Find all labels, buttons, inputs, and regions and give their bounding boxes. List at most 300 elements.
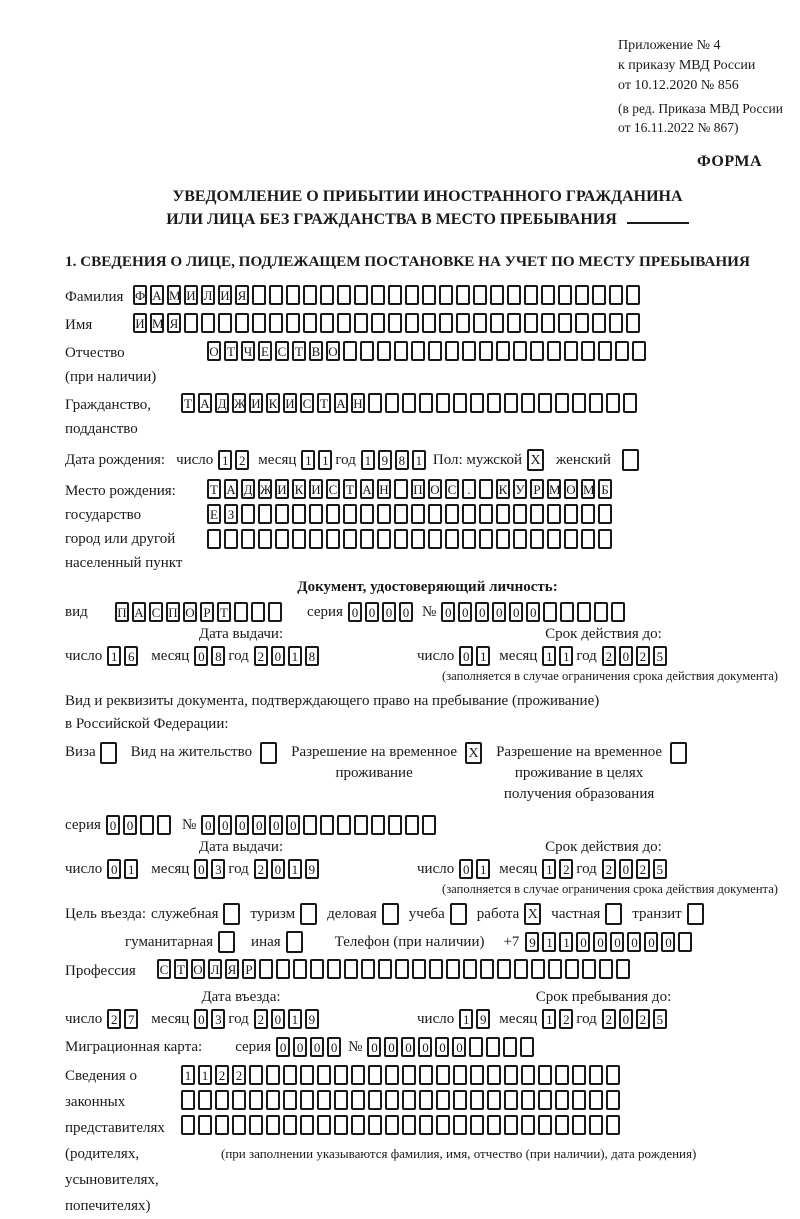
char-box[interactable] <box>507 285 521 305</box>
char-box[interactable]: 0 <box>610 932 624 952</box>
char-box[interactable] <box>181 1115 195 1135</box>
char-box[interactable] <box>377 504 391 524</box>
char-box[interactable]: Т <box>174 959 188 979</box>
char-box[interactable] <box>429 959 443 979</box>
char-box[interactable] <box>572 1115 586 1135</box>
char-box[interactable]: 2 <box>636 1009 650 1029</box>
char-box[interactable]: 3 <box>211 1009 225 1029</box>
char-box[interactable] <box>453 393 467 413</box>
edu-residence-permit-checkbox[interactable] <box>670 742 687 764</box>
char-box[interactable] <box>337 815 351 835</box>
char-box[interactable]: 1 <box>124 859 138 879</box>
char-box[interactable] <box>300 1065 314 1085</box>
purpose-transit-checkbox[interactable] <box>687 903 704 925</box>
char-box[interactable] <box>541 313 555 333</box>
char-box[interactable]: Н <box>377 479 391 499</box>
char-box[interactable] <box>445 341 459 361</box>
char-box[interactable] <box>334 1115 348 1135</box>
char-box[interactable]: 2 <box>636 859 650 879</box>
char-box[interactable] <box>521 393 535 413</box>
char-box[interactable] <box>538 393 552 413</box>
char-box[interactable] <box>368 1090 382 1110</box>
char-box[interactable]: О <box>207 341 221 361</box>
char-box[interactable] <box>411 341 425 361</box>
char-box[interactable]: З <box>224 504 238 524</box>
char-box[interactable] <box>388 313 402 333</box>
char-box[interactable]: В <box>309 341 323 361</box>
char-box[interactable] <box>513 504 527 524</box>
char-box[interactable] <box>293 959 307 979</box>
char-box[interactable]: Т <box>224 341 238 361</box>
char-box[interactable] <box>547 529 561 549</box>
char-box[interactable] <box>184 313 198 333</box>
char-box[interactable]: 0 <box>106 815 120 835</box>
char-box[interactable] <box>317 1065 331 1085</box>
char-box[interactable] <box>201 313 215 333</box>
char-box[interactable]: Я <box>225 959 239 979</box>
char-box[interactable] <box>395 959 409 979</box>
char-box[interactable]: 1 <box>288 646 302 666</box>
char-box[interactable] <box>326 529 340 549</box>
char-box[interactable]: 0 <box>627 932 641 952</box>
char-box[interactable]: 1 <box>288 1009 302 1029</box>
char-box[interactable]: 0 <box>576 932 590 952</box>
char-box[interactable]: О <box>326 341 340 361</box>
char-box[interactable] <box>453 1115 467 1135</box>
purpose-other-checkbox[interactable] <box>286 931 303 953</box>
char-box[interactable]: О <box>428 479 442 499</box>
residence-permit-checkbox[interactable] <box>260 742 277 764</box>
char-box[interactable]: 0 <box>252 815 266 835</box>
char-box[interactable]: 2 <box>107 1009 121 1029</box>
char-box[interactable]: М <box>547 479 561 499</box>
char-box[interactable] <box>422 815 436 835</box>
char-box[interactable]: 2 <box>235 450 249 470</box>
char-box[interactable] <box>422 313 436 333</box>
char-box[interactable] <box>269 285 283 305</box>
char-box[interactable] <box>530 341 544 361</box>
char-box[interactable] <box>598 504 612 524</box>
char-box[interactable] <box>269 313 283 333</box>
char-box[interactable] <box>388 285 402 305</box>
char-box[interactable] <box>470 1090 484 1110</box>
char-box[interactable] <box>592 313 606 333</box>
char-box[interactable] <box>606 1115 620 1135</box>
char-box[interactable] <box>354 815 368 835</box>
char-box[interactable] <box>507 313 521 333</box>
char-box[interactable]: 0 <box>644 932 658 952</box>
char-box[interactable]: М <box>581 479 595 499</box>
char-box[interactable] <box>496 341 510 361</box>
purpose-commercial-checkbox[interactable] <box>382 903 399 925</box>
char-box[interactable] <box>572 1090 586 1110</box>
char-box[interactable] <box>589 1065 603 1085</box>
char-box[interactable] <box>343 341 357 361</box>
char-box[interactable] <box>388 815 402 835</box>
char-box[interactable] <box>609 313 623 333</box>
char-box[interactable]: С <box>300 393 314 413</box>
char-box[interactable] <box>198 1090 212 1110</box>
char-box[interactable]: 7 <box>124 1009 138 1029</box>
char-box[interactable] <box>334 1090 348 1110</box>
char-box[interactable] <box>394 479 408 499</box>
char-box[interactable] <box>377 341 391 361</box>
char-box[interactable] <box>555 393 569 413</box>
char-box[interactable] <box>531 959 545 979</box>
char-box[interactable] <box>259 959 273 979</box>
char-box[interactable] <box>581 341 595 361</box>
char-box[interactable] <box>581 529 595 549</box>
char-box[interactable]: 0 <box>271 646 285 666</box>
char-box[interactable]: 1 <box>301 450 315 470</box>
char-box[interactable]: 1 <box>476 646 490 666</box>
char-box[interactable]: 0 <box>107 859 121 879</box>
char-box[interactable]: 0 <box>593 932 607 952</box>
char-box[interactable] <box>504 1065 518 1085</box>
char-box[interactable]: 0 <box>271 859 285 879</box>
char-box[interactable]: 0 <box>452 1037 466 1057</box>
char-box[interactable]: 6 <box>124 646 138 666</box>
char-box[interactable]: С <box>275 341 289 361</box>
char-box[interactable] <box>419 393 433 413</box>
char-box[interactable] <box>351 1065 365 1085</box>
char-box[interactable]: А <box>360 479 374 499</box>
char-box[interactable]: . <box>462 479 476 499</box>
temp-residence-permit-checkbox[interactable]: X <box>465 742 482 764</box>
char-box[interactable] <box>453 1065 467 1085</box>
char-box[interactable] <box>317 1090 331 1110</box>
char-box[interactable]: Л <box>201 285 215 305</box>
char-box[interactable] <box>530 504 544 524</box>
char-box[interactable] <box>470 1065 484 1085</box>
char-box[interactable] <box>558 313 572 333</box>
char-box[interactable] <box>320 285 334 305</box>
char-box[interactable] <box>521 1115 535 1135</box>
char-box[interactable] <box>555 1065 569 1085</box>
char-box[interactable] <box>385 1090 399 1110</box>
char-box[interactable]: 1 <box>181 1065 195 1085</box>
char-box[interactable] <box>249 1115 263 1135</box>
char-box[interactable]: Л <box>208 959 222 979</box>
char-box[interactable]: 0 <box>399 602 413 622</box>
char-box[interactable]: Е <box>258 341 272 361</box>
char-box[interactable] <box>543 602 557 622</box>
char-box[interactable] <box>609 285 623 305</box>
char-box[interactable] <box>439 285 453 305</box>
char-box[interactable] <box>351 1090 365 1110</box>
char-box[interactable]: 0 <box>459 859 473 879</box>
char-box[interactable]: 0 <box>459 646 473 666</box>
char-box[interactable]: 8 <box>305 646 319 666</box>
char-box[interactable] <box>361 959 375 979</box>
char-box[interactable] <box>538 1090 552 1110</box>
char-box[interactable] <box>445 529 459 549</box>
char-box[interactable] <box>394 504 408 524</box>
char-box[interactable] <box>462 504 476 524</box>
char-box[interactable]: 0 <box>458 602 472 622</box>
char-box[interactable] <box>504 393 518 413</box>
char-box[interactable]: Р <box>242 959 256 979</box>
char-box[interactable]: Ж <box>258 479 272 499</box>
char-box[interactable]: 5 <box>653 1009 667 1029</box>
char-box[interactable]: 0 <box>269 815 283 835</box>
char-box[interactable]: А <box>224 479 238 499</box>
char-box[interactable]: О <box>183 602 197 622</box>
char-box[interactable]: 2 <box>254 859 268 879</box>
char-box[interactable]: Т <box>317 393 331 413</box>
char-box[interactable]: П <box>411 479 425 499</box>
char-box[interactable] <box>541 285 555 305</box>
char-box[interactable]: А <box>150 285 164 305</box>
char-box[interactable] <box>140 815 154 835</box>
char-box[interactable] <box>456 313 470 333</box>
char-box[interactable] <box>232 1090 246 1110</box>
char-box[interactable]: 0 <box>194 646 208 666</box>
char-box[interactable]: 1 <box>476 859 490 879</box>
char-box[interactable]: 0 <box>218 815 232 835</box>
char-box[interactable] <box>606 1065 620 1085</box>
char-box[interactable] <box>486 1037 500 1057</box>
char-box[interactable]: 0 <box>365 602 379 622</box>
char-box[interactable] <box>456 285 470 305</box>
char-box[interactable] <box>419 1115 433 1135</box>
char-box[interactable] <box>473 313 487 333</box>
char-box[interactable] <box>360 504 374 524</box>
char-box[interactable] <box>436 1065 450 1085</box>
char-box[interactable] <box>547 341 561 361</box>
char-box[interactable] <box>394 529 408 549</box>
char-box[interactable] <box>266 1115 280 1135</box>
char-box[interactable] <box>453 1090 467 1110</box>
char-box[interactable] <box>241 529 255 549</box>
char-box[interactable] <box>558 285 572 305</box>
char-box[interactable] <box>405 313 419 333</box>
char-box[interactable] <box>445 504 459 524</box>
char-box[interactable]: 0 <box>235 815 249 835</box>
char-box[interactable] <box>276 959 290 979</box>
char-box[interactable] <box>463 959 477 979</box>
char-box[interactable] <box>411 504 425 524</box>
char-box[interactable] <box>521 1065 535 1085</box>
char-box[interactable] <box>385 1115 399 1135</box>
char-box[interactable] <box>564 529 578 549</box>
purpose-humanitarian-checkbox[interactable] <box>218 931 235 953</box>
char-box[interactable] <box>524 313 538 333</box>
char-box[interactable]: 2 <box>215 1065 229 1085</box>
char-box[interactable]: И <box>133 313 147 333</box>
char-box[interactable] <box>283 1090 297 1110</box>
char-box[interactable] <box>235 313 249 333</box>
char-box[interactable] <box>514 959 528 979</box>
char-box[interactable]: 0 <box>194 1009 208 1029</box>
char-box[interactable] <box>402 1065 416 1085</box>
char-box[interactable]: Д <box>241 479 255 499</box>
char-box[interactable] <box>496 529 510 549</box>
char-box[interactable] <box>266 1065 280 1085</box>
char-box[interactable] <box>462 529 476 549</box>
purpose-work-checkbox[interactable]: X <box>524 903 541 925</box>
char-box[interactable] <box>394 341 408 361</box>
char-box[interactable]: 0 <box>619 646 633 666</box>
char-box[interactable] <box>575 285 589 305</box>
char-box[interactable]: С <box>157 959 171 979</box>
char-box[interactable]: Я <box>235 285 249 305</box>
char-box[interactable] <box>504 1090 518 1110</box>
char-box[interactable] <box>344 959 358 979</box>
char-box[interactable]: Р <box>200 602 214 622</box>
char-box[interactable]: 5 <box>653 859 667 879</box>
char-box[interactable] <box>252 285 266 305</box>
char-box[interactable] <box>327 959 341 979</box>
char-box[interactable] <box>181 1090 195 1110</box>
char-box[interactable] <box>487 1115 501 1135</box>
char-box[interactable] <box>343 504 357 524</box>
char-box[interactable] <box>487 393 501 413</box>
char-box[interactable] <box>303 313 317 333</box>
char-box[interactable] <box>157 815 171 835</box>
char-box[interactable] <box>504 1115 518 1135</box>
char-box[interactable]: 0 <box>276 1037 290 1057</box>
char-box[interactable] <box>337 285 351 305</box>
char-box[interactable] <box>490 313 504 333</box>
char-box[interactable]: 0 <box>492 602 506 622</box>
char-box[interactable]: С <box>326 479 340 499</box>
sex-female-checkbox[interactable] <box>622 449 639 471</box>
char-box[interactable]: 0 <box>382 602 396 622</box>
char-box[interactable]: 3 <box>211 859 225 879</box>
char-box[interactable]: 0 <box>286 815 300 835</box>
char-box[interactable]: И <box>218 285 232 305</box>
char-box[interactable] <box>303 285 317 305</box>
char-box[interactable] <box>565 959 579 979</box>
char-box[interactable]: 0 <box>194 859 208 879</box>
char-box[interactable] <box>469 1037 483 1057</box>
char-box[interactable] <box>436 393 450 413</box>
char-box[interactable] <box>215 1115 229 1135</box>
char-box[interactable] <box>564 341 578 361</box>
char-box[interactable] <box>283 1115 297 1135</box>
char-box[interactable] <box>606 1090 620 1110</box>
char-box[interactable] <box>385 393 399 413</box>
char-box[interactable]: Т <box>343 479 357 499</box>
char-box[interactable] <box>470 1115 484 1135</box>
char-box[interactable]: Т <box>181 393 195 413</box>
char-box[interactable]: 2 <box>232 1065 246 1085</box>
char-box[interactable] <box>572 1065 586 1085</box>
char-box[interactable]: 9 <box>378 450 392 470</box>
char-box[interactable] <box>594 602 608 622</box>
char-box[interactable] <box>292 529 306 549</box>
char-box[interactable]: 1 <box>198 1065 212 1085</box>
char-box[interactable] <box>479 479 493 499</box>
purpose-business-checkbox[interactable] <box>223 903 240 925</box>
char-box[interactable] <box>300 1090 314 1110</box>
char-box[interactable]: 1 <box>542 859 556 879</box>
char-box[interactable]: 2 <box>254 646 268 666</box>
char-box[interactable]: И <box>283 393 297 413</box>
char-box[interactable] <box>470 393 484 413</box>
char-box[interactable]: 0 <box>293 1037 307 1057</box>
sex-male-checkbox[interactable]: X <box>527 449 544 471</box>
char-box[interactable]: 9 <box>525 932 539 952</box>
char-box[interactable]: 0 <box>310 1037 324 1057</box>
char-box[interactable] <box>473 285 487 305</box>
char-box[interactable]: Я <box>167 313 181 333</box>
char-box[interactable] <box>249 1065 263 1085</box>
char-box[interactable] <box>310 959 324 979</box>
char-box[interactable] <box>252 313 266 333</box>
char-box[interactable] <box>606 393 620 413</box>
char-box[interactable] <box>560 602 574 622</box>
char-box[interactable]: О <box>191 959 205 979</box>
char-box[interactable] <box>490 285 504 305</box>
char-box[interactable] <box>623 393 637 413</box>
char-box[interactable] <box>303 815 317 835</box>
char-box[interactable] <box>592 285 606 305</box>
char-box[interactable]: 1 <box>412 450 426 470</box>
char-box[interactable]: 1 <box>318 450 332 470</box>
char-box[interactable] <box>436 1090 450 1110</box>
char-box[interactable] <box>360 529 374 549</box>
char-box[interactable]: 9 <box>305 859 319 879</box>
char-box[interactable] <box>678 932 692 952</box>
char-box[interactable] <box>575 313 589 333</box>
char-box[interactable] <box>479 504 493 524</box>
char-box[interactable]: 0 <box>526 602 540 622</box>
char-box[interactable] <box>555 1115 569 1135</box>
char-box[interactable]: Р <box>530 479 544 499</box>
char-box[interactable]: Ч <box>241 341 255 361</box>
char-box[interactable]: У <box>513 479 527 499</box>
char-box[interactable] <box>599 959 613 979</box>
char-box[interactable] <box>626 285 640 305</box>
char-box[interactable] <box>547 504 561 524</box>
purpose-study-checkbox[interactable] <box>450 903 467 925</box>
char-box[interactable] <box>232 1115 246 1135</box>
char-box[interactable] <box>428 529 442 549</box>
char-box[interactable] <box>249 1090 263 1110</box>
char-box[interactable]: 1 <box>288 859 302 879</box>
char-box[interactable]: 2 <box>602 859 616 879</box>
char-box[interactable]: Е <box>207 504 221 524</box>
char-box[interactable] <box>251 602 265 622</box>
char-box[interactable]: П <box>115 602 129 622</box>
char-box[interactable] <box>521 1090 535 1110</box>
char-box[interactable] <box>275 504 289 524</box>
char-box[interactable] <box>615 341 629 361</box>
char-box[interactable] <box>266 1090 280 1110</box>
char-box[interactable]: 0 <box>509 602 523 622</box>
char-box[interactable]: 1 <box>218 450 232 470</box>
char-box[interactable]: 1 <box>361 450 375 470</box>
char-box[interactable] <box>351 1115 365 1135</box>
purpose-private-checkbox[interactable] <box>605 903 622 925</box>
char-box[interactable]: А <box>198 393 212 413</box>
char-box[interactable] <box>275 529 289 549</box>
char-box[interactable] <box>446 959 460 979</box>
char-box[interactable] <box>207 529 221 549</box>
char-box[interactable]: Д <box>215 393 229 413</box>
char-box[interactable] <box>283 1065 297 1085</box>
char-box[interactable]: 0 <box>327 1037 341 1057</box>
char-box[interactable] <box>428 341 442 361</box>
char-box[interactable]: А <box>334 393 348 413</box>
char-box[interactable]: К <box>266 393 280 413</box>
char-box[interactable] <box>309 504 323 524</box>
char-box[interactable] <box>520 1037 534 1057</box>
char-box[interactable] <box>439 313 453 333</box>
char-box[interactable] <box>368 1115 382 1135</box>
